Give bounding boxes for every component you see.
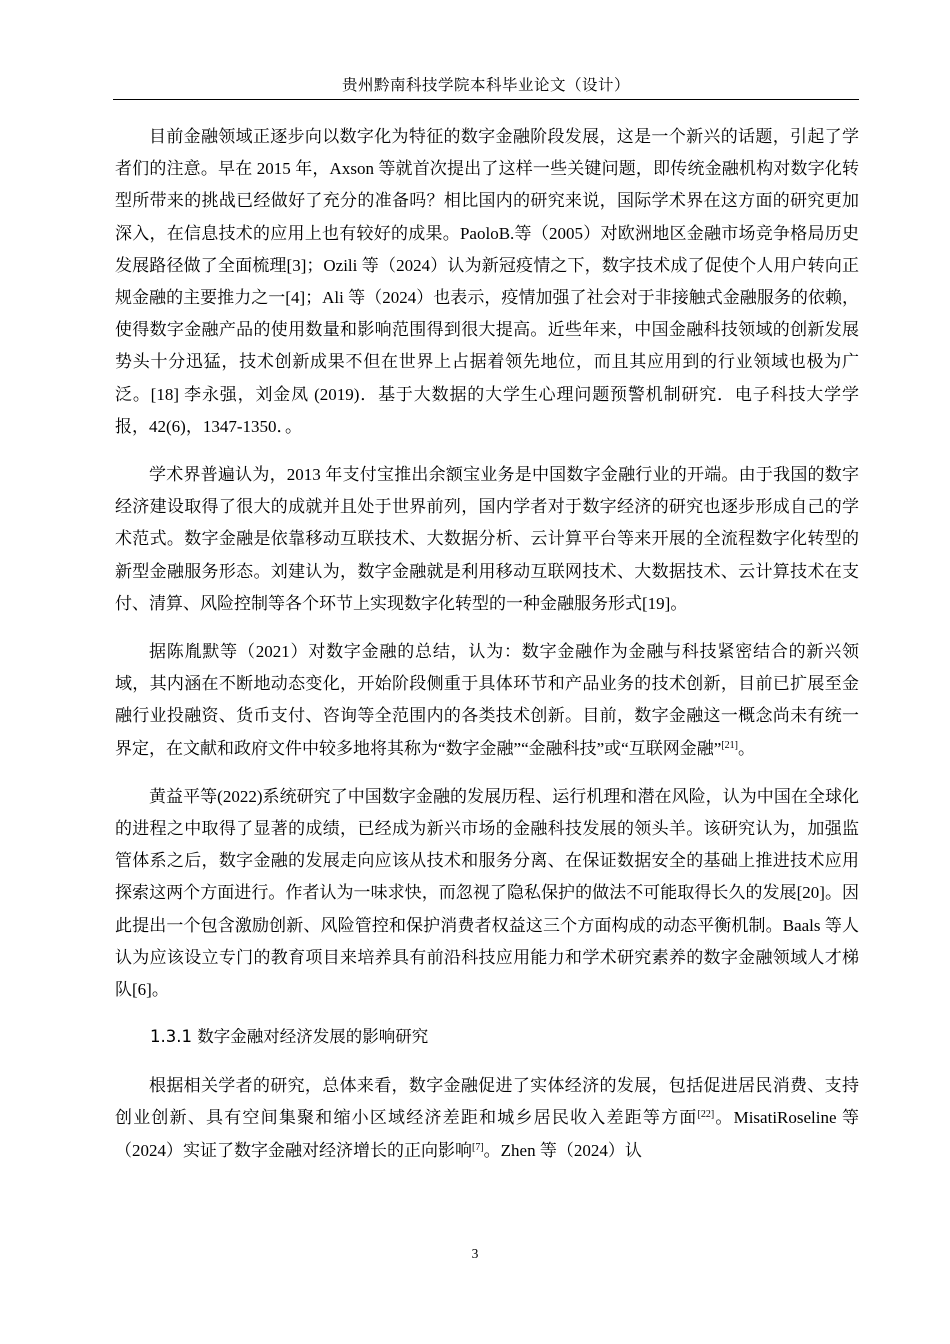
paragraph-3-tail: 。: [737, 738, 755, 758]
document-body: [115, 121, 859, 1183]
paragraph-5: [115, 1070, 859, 1167]
page-number: 3: [471, 1246, 479, 1261]
citation-superscript: [7]: [472, 1141, 484, 1153]
paragraph-4: 黄益平等(2022)系统研究了中国数字金融的发展历程、运行机理和潜在风险，认为中国在全球化的进程之中取得了显著的成绩，已经成为新兴市场的金融科技发展的领头羊。该研究认为，加强监管体系之后，数字金融的发展走向应该从技术和服务分离、在保证数据安全的基础上推进技术应用探索这两个方面进行。作者认为一味求快，而忽视了隐私保护的做法不可能取得长久的发展[20]。因此提出一个包含激励创新、风险管控和保护消费者权益这三个方面构成的动态平衡机制。Baals 等人认为应该设立专门的教育项目来培养具有前沿科技应用能力和学术研究素养的数字金融领域人才梯队[6]。: [115, 786, 859, 1000]
running-header: 贵州黔南科技学院本科毕业论文（设计）: [341, 77, 630, 94]
citation-superscript: [22]: [697, 1109, 715, 1121]
paragraph-3-text: 据陈胤默等（2021）对数字金融的总结，认为：数字金融作为金融与科技紧密结合的新兴领域，其内涵在不断地动态变化，开始阶段侧重于具体环节和产品业务的技术创新，目前已扩展至金融行业投融资、货币支付、咨询等全范围内的各类技术创新。目前，数字金融这一概念尚未有统一界定，在文献和政府文件中较多地将其称为“数字金融”“金融科技”或“互联网金融”: [115, 642, 859, 758]
paragraph-5-text-2: 。MisatiRoseline 等（2024）实证了数字金融对经济增长的正向影响: [115, 1108, 859, 1160]
paragraph-5-text-1: 根据相关学者的研究，总体来看，数字金融促进了实体经济的发展，包括促进居民消费、支持创业创新、具有空间集聚和缩小区域经济差距和城乡居民收入差距等方面: [115, 1076, 859, 1128]
section-subheading: 1.3.1 数字金融对经济发展的影响研究: [150, 1027, 429, 1047]
header-rule: [113, 99, 859, 100]
paragraph-3: [115, 636, 859, 765]
paragraph-2: 学术界普遍认为，2013 年支付宝推出余额宝业务是中国数字金融行业的开端。由于我国的数字经济建设取得了很大的成就并且处于世界前列，国内学者对于数字经济的研究也逐步形成自己的学术范式。数字金融是依靠移动互联技术、大数据分析、云计算平台等来开展的全流程数字化转型的新型金融服务形态。刘建认为，数字金融就是利用移动互联网技术、大数据技术、云计算技术在支付、清算、风险控制等各个环节上实现数字化转型的一种金融服务形式[19]。: [115, 465, 859, 613]
citation-superscript: [21]: [721, 739, 738, 751]
paragraph-1: 目前金融领域正逐步向以数字化为特征的数字金融阶段发展，这是一个新兴的话题，引起了学者们的注意。早在 2015 年，Axson 等就首次提出了这样一些关键问题，即传统金融机构对数字化转型所带来的挑战已经做好了充分的准备吗？相比国内的研究来说，国际学术界在这方面的研究更加深入，在信息技术的应用上也有较好的成果。PaoloB.等（2005）对欧洲地区金融市场竞争格局历史发展路径做了全面梳理[3]；Ozili 等（2024）认为新冠疫情之下，数字技术成了促使个人用户转向正规金融的主要推力之一[4]；Ali 等（2024）也表示，疫情加强了社会对于非接触式金融服务的依赖，使得数字金融产品的使用数量和影响范围得到很大提高。近些年来，中国金融科技领域的创新发展势头十分迅猛，技术创新成果不但在世界上占据着领先地位，而且其应用到的行业领域也极为广泛。[18] 李永强，刘金凤 (2019)．基于大数据的大学生心理问题预警机制研究．电子科技大学学报，42(6)，1347-1350．。: [115, 127, 859, 436]
paragraph-5-text-3: 。Zhen 等（2024）认: [483, 1140, 642, 1160]
